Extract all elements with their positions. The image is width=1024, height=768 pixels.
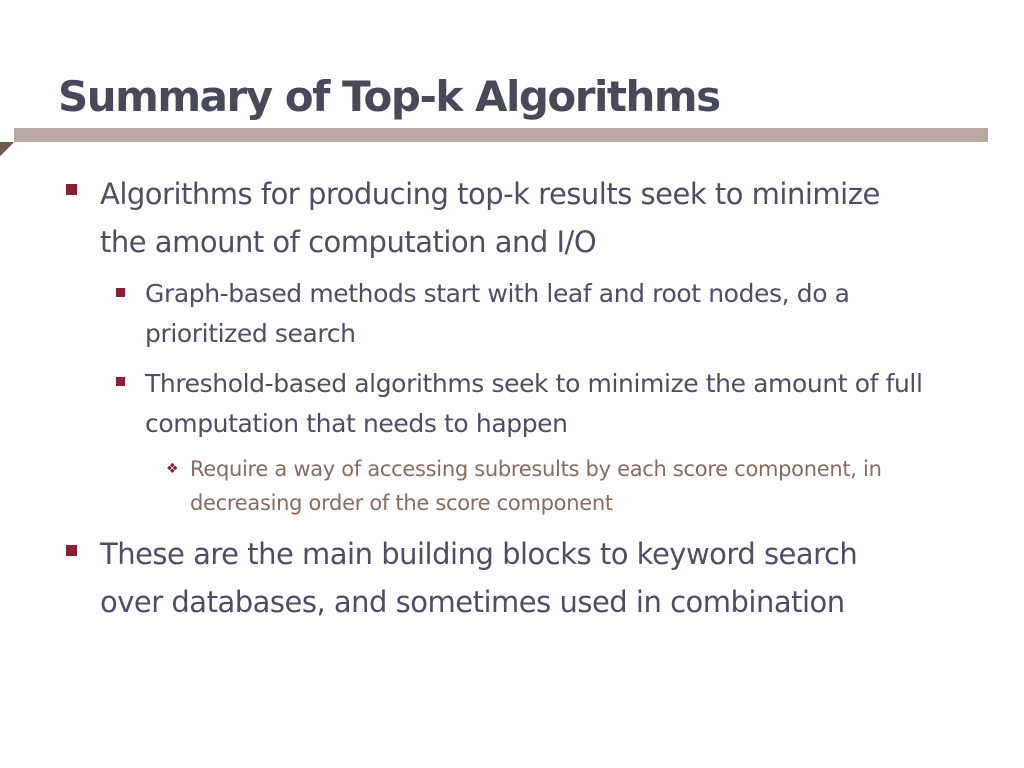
sub-bullet-item: Graph-based methods start with leaf and root nodes, do a prioritized search [145, 279, 850, 348]
square-bullet-icon [116, 377, 125, 386]
bullet-item: These are the main building blocks to keyword search over databases, and sometimes used in combination [100, 537, 858, 619]
square-bullet-icon [66, 184, 77, 195]
sub-sub-bullet-item: Require a way of accessing subresults by each score component, in decreasing order of the score component [190, 457, 882, 515]
square-bullet-icon [116, 288, 125, 297]
diamond-bullet-icon: ❖ [166, 461, 179, 477]
bullet-item: Algorithms for producing top-k results seek to minimize the amount of computation and I/O [100, 177, 880, 259]
slide-title: Summary of Top-k Algorithms [58, 72, 720, 121]
square-bullet-icon [66, 545, 77, 556]
sub-bullet-item: Threshold-based algorithms seek to minimize the amount of full computation that needs to happen [145, 369, 923, 438]
